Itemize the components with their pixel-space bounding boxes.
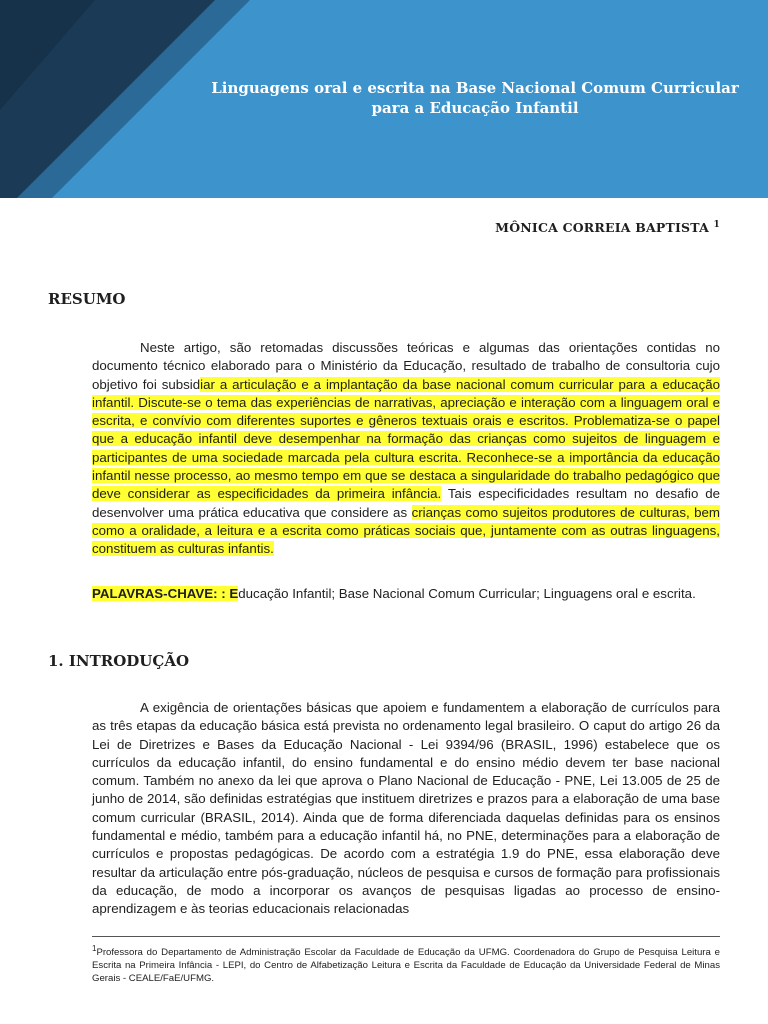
header-banner xyxy=(0,0,768,198)
keywords-text: ducação Infantil; Base Nacional Comum Curricular; Linguagens oral e escrita. xyxy=(238,586,696,601)
resumo-text-1: Neste artigo, são retomadas discussões teóricas e algumas das orientações contidas no documento técnico elaborado para o Ministério da Educação, resultado de trabalho de consultoria cujo objetivo foi subsid xyxy=(92,340,720,392)
footnote-text: Professora do Departamento de Administração Escolar da Faculdade de Educação da UFMG. Coordenadora do Grupo de Pesquisa Leitura e Escrita na Primeira Infância - LEPI, do Centro de Alfabetização Leitura e Escrita da Faculdade de Educação da Universidade Federal de Minas Gerais - CEALE/FaE/UFMG. xyxy=(92,947,720,985)
footnote-mark: 1 xyxy=(92,944,97,953)
intro-heading: 1. INTRODUÇÃO xyxy=(48,652,190,670)
title-line-1: Linguagens oral e escrita na Base Nacional Comum Curricular xyxy=(211,79,739,97)
keywords-paragraph xyxy=(92,585,720,603)
intro-text: A exigência de orientações básicas que apoiem e fundamentem a elaboração de currículos para as três etapas da educação básica está prevista no ordenamento legal brasileiro. O caput do artigo 26 da Lei de Diretrizes e Bases da Educação Nacional - Lei 9394/96 (BRASIL, 1996) estabelece que os currículos da educação infantil, do ensino fundamental e do ensino médio devem ter base nacional comum. Também no anexo da lei que aprova o Plano Nacional de Educação - PNE, Lei 13.005 de 25 de junho de 2014, são definidas estratégias que instituem diretrizes e prazos para a elaboração de uma base comum curricular (BRASIL, 2014). Ainda que de forma diferenciada daquelas definidas para os ensinos fundamental e médio, também para a educação infantil há, no PNE, determinações para a elaboração de currículos e propostas pedagógicas. De acordo com a estratégia 1.9 do PNE, essa elaboração deve resultar da articulação entre pós-graduação, núcleos de pesquisa e cursos de formação para profissionais da educação, de modo a incorporar os avanços de pesquisas ligadas ao processo de ensino-aprendizagem e às teorias educacionais relacionadas xyxy=(92,700,720,917)
keywords-label: PALAVRAS-CHAVE: : E xyxy=(92,586,239,601)
resumo-highlight-1: iar a articulação e a implantação da base nacional comum curricular para a educação infantil. Discute-se o tema das experiências de narrativas, apreciação e interação com a linguagem oral e escrita, e convívio com diferentes suportes e gêneros textuais orais e escritos. Problematiza-se o papel que a educação infantil deve desempenhar na formação das crianças como sujeitos de linguagem e participantes de uma sociedade marcada pela cultura escrita. Reconhece-se a importância da educação infantil nesse processo, ao mesmo tempo em que se destaca a singularidade do trabalho pedagógico que deve considerar as especificidades da primeira infância. xyxy=(92,376,721,502)
resumo-paragraph xyxy=(92,339,720,559)
footnote-divider xyxy=(92,936,720,937)
intro-paragraph xyxy=(92,699,720,919)
resumo-heading: RESUMO xyxy=(48,290,126,308)
resumo-text-2: Tais especificidades resultam no desafio de desenvolver uma prática educativa que considere as xyxy=(92,486,721,520)
resumo-highlight-2: crianças como sujeitos produtores de culturas, bem como a oralidade, a leitura e a escrita como práticas sociais que, juntamente com as outras linguagens, constituem as culturas infantis. xyxy=(92,504,720,557)
author-footnote-mark: 1 xyxy=(713,220,720,230)
footnote xyxy=(92,942,720,985)
author-name xyxy=(495,220,720,235)
article-title xyxy=(195,78,755,118)
title-line-2: para a Educação Infantil xyxy=(371,99,579,117)
author-text: MÔNICA CORREIA BAPTISTA xyxy=(495,220,709,236)
